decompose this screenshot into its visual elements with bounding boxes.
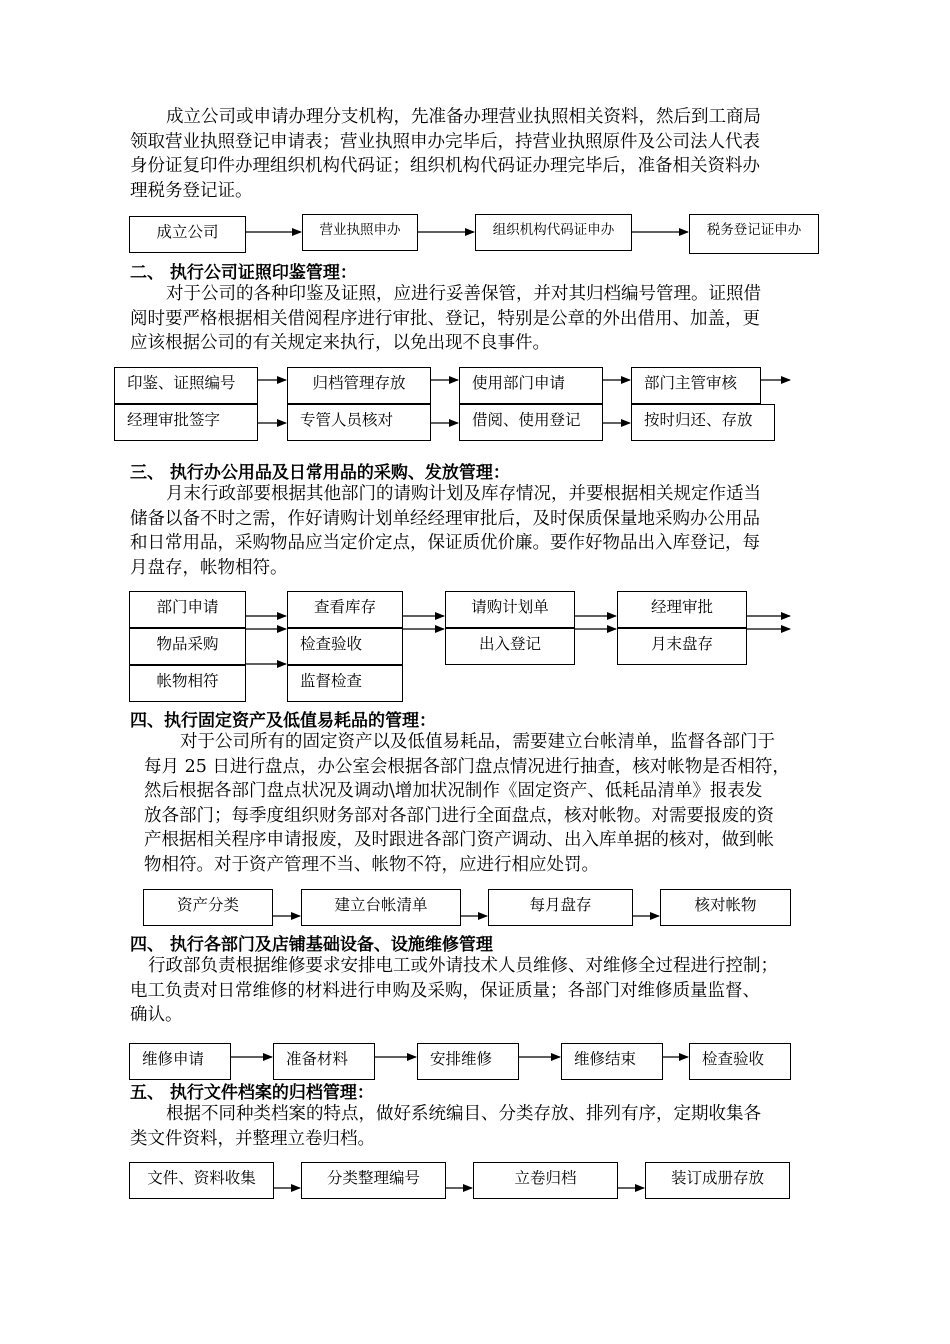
flow-box: 文件、资料收集	[129, 1162, 274, 1199]
flow-box: 部门申请	[129, 591, 246, 628]
flow-box: 立卷归档	[473, 1162, 618, 1199]
paragraph-line: 根据不同种类档案的特点，做好系统编目、分类存放、排列有序，定期收集各	[166, 1104, 761, 1124]
section-heading: 四、执行固定资产及低值易耗品的管理：	[130, 711, 436, 731]
flow-box: 帐物相符	[129, 665, 246, 702]
flow-box: 使用部门申请	[459, 367, 603, 404]
flow-box: 营业执照申办	[302, 214, 418, 251]
flow-box: 税务登记证申办	[689, 214, 819, 254]
paragraph-line: 物相符。对于资产管理不当、帐物不符，应进行相应处罚。	[144, 854, 599, 875]
flow-box: 检查验收	[287, 628, 403, 665]
flow-box: 组织机构代码证申办	[475, 214, 632, 251]
section-heading: 三、 执行办公用品及日常用品的采购、发放管理：	[130, 463, 510, 483]
flow-box: 监督检查	[287, 665, 403, 702]
flow-box: 物品采购	[129, 628, 246, 665]
section-heading: 五、 执行文件档案的归档管理：	[130, 1083, 374, 1103]
paragraph-line: 应该根据公司的有关规定来执行，以免出现不良事件。	[130, 333, 550, 353]
paragraph-line: 理税务登记证。	[130, 180, 253, 201]
flow-box: 建立台帐清单	[301, 889, 461, 926]
paragraph-line: 确认。	[130, 1005, 183, 1025]
paragraph-line: 放各部门；每季度组织财务部对各部门进行全面盘点，核对帐物。对需要报废的资	[144, 805, 774, 826]
office-paragraph	[130, 482, 840, 580]
paragraph-line: 对于公司的各种印鉴及证照，应进行妥善保管，并对其归档编号管理。证照借	[166, 284, 761, 304]
paragraph-line: 领取营业执照登记申请表；营业执照申办完毕后，持营业执照原件及公司法人代表	[130, 131, 760, 152]
flow-box: 月末盘存	[617, 628, 747, 665]
flow-box: 归档管理存放	[287, 367, 431, 404]
flow-box: 维修申请	[129, 1043, 231, 1080]
flow-box: 维修结束	[561, 1043, 663, 1080]
paragraph-line: 电工负责对日常维修的材料进行申购及采购，保证质量；各部门对维修质量监督、	[130, 980, 760, 1001]
flow-box: 分类整理编号	[301, 1162, 446, 1199]
flow-box: 资产分类	[143, 889, 273, 926]
flow-box: 部门主管审核	[631, 367, 761, 404]
flow-box: 每月盘存	[488, 889, 633, 926]
flow-box: 借阅、使用登记	[459, 404, 603, 441]
flow-box: 经理审批	[617, 591, 747, 628]
paragraph-line: 和日常用品，采购物品应当定价定点，保证质优价廉。要作好物品出入库登记，每	[130, 533, 760, 553]
flow-box: 经理审批签字	[114, 404, 258, 441]
flow-box: 准备材料	[273, 1043, 375, 1080]
paragraph-line: 对于公司所有的固定资产以及低值易耗品，需要建立台帐清单，监督各部门于	[180, 732, 775, 752]
section-heading: 四、 执行各部门及店铺基础设备、设施维修管理	[130, 935, 493, 955]
paragraph-line: 身份证复印件办理组织机构代码证；组织机构代码证办理完毕后，准备相关资料办	[130, 156, 760, 176]
intro-paragraph	[130, 105, 840, 203]
paragraph-line: 月盘存，帐物相符。	[130, 557, 288, 578]
flow-box: 按时归还、存放	[631, 404, 775, 441]
flow-box: 专管人员核对	[287, 404, 431, 441]
flow-box: 印鉴、证照编号	[114, 367, 258, 404]
flow-box: 查看库存	[287, 591, 403, 628]
paragraph-line: 然后根据各部门盘点状况及调动\增加状况制作《固定资产、低耗品清单》报表发	[144, 781, 763, 801]
assets-paragraph	[144, 730, 854, 877]
flow-box: 装订成册存放	[645, 1162, 790, 1199]
archive-paragraph	[130, 1102, 840, 1151]
section-heading: 二、 执行公司证照印鉴管理：	[130, 263, 357, 283]
paragraph-line: 产根据相关程序申请报废，及时跟进各部门资产调动、出入库单据的核对，做到帐	[144, 830, 774, 850]
paragraph-line: 月末行政部要根据其他部门的请购计划及库存情况，并要根据相关规定作适当	[166, 484, 761, 504]
flow-box: 核对帐物	[660, 889, 791, 926]
flow-box: 检查验收	[689, 1043, 791, 1080]
paragraph-line: 阅时要严格根据相关借阅程序进行审批、登记，特别是公章的外出借用、加盖，更	[130, 308, 760, 329]
paragraph-line: 储备以备不时之需，作好请购计划单经经理审批后，及时保质保量地采购办公用品	[130, 508, 760, 529]
paragraph-line: 类文件资料，并整理立卷归档。	[130, 1128, 375, 1149]
flow-box: 出入登记	[445, 628, 575, 665]
flow-box: 成立公司	[129, 216, 246, 253]
repair-paragraph	[130, 954, 850, 1028]
paragraph-line: 成立公司或申请办理分支机构，先准备办理营业执照相关资料，然后到工商局	[166, 107, 761, 127]
paragraph-line: 每月 25 日进行盘点，办公室会根据各部门盘点情况进行抽查，核对帐物是否相符，	[144, 756, 790, 777]
seal-paragraph	[130, 282, 840, 356]
flow-box: 请购计划单	[445, 591, 575, 628]
flow-box: 安排维修	[417, 1043, 519, 1080]
paragraph-line: 行政部负责根据维修要求安排电工或外请技术人员维修、对维修全过程进行控制；	[148, 956, 778, 976]
